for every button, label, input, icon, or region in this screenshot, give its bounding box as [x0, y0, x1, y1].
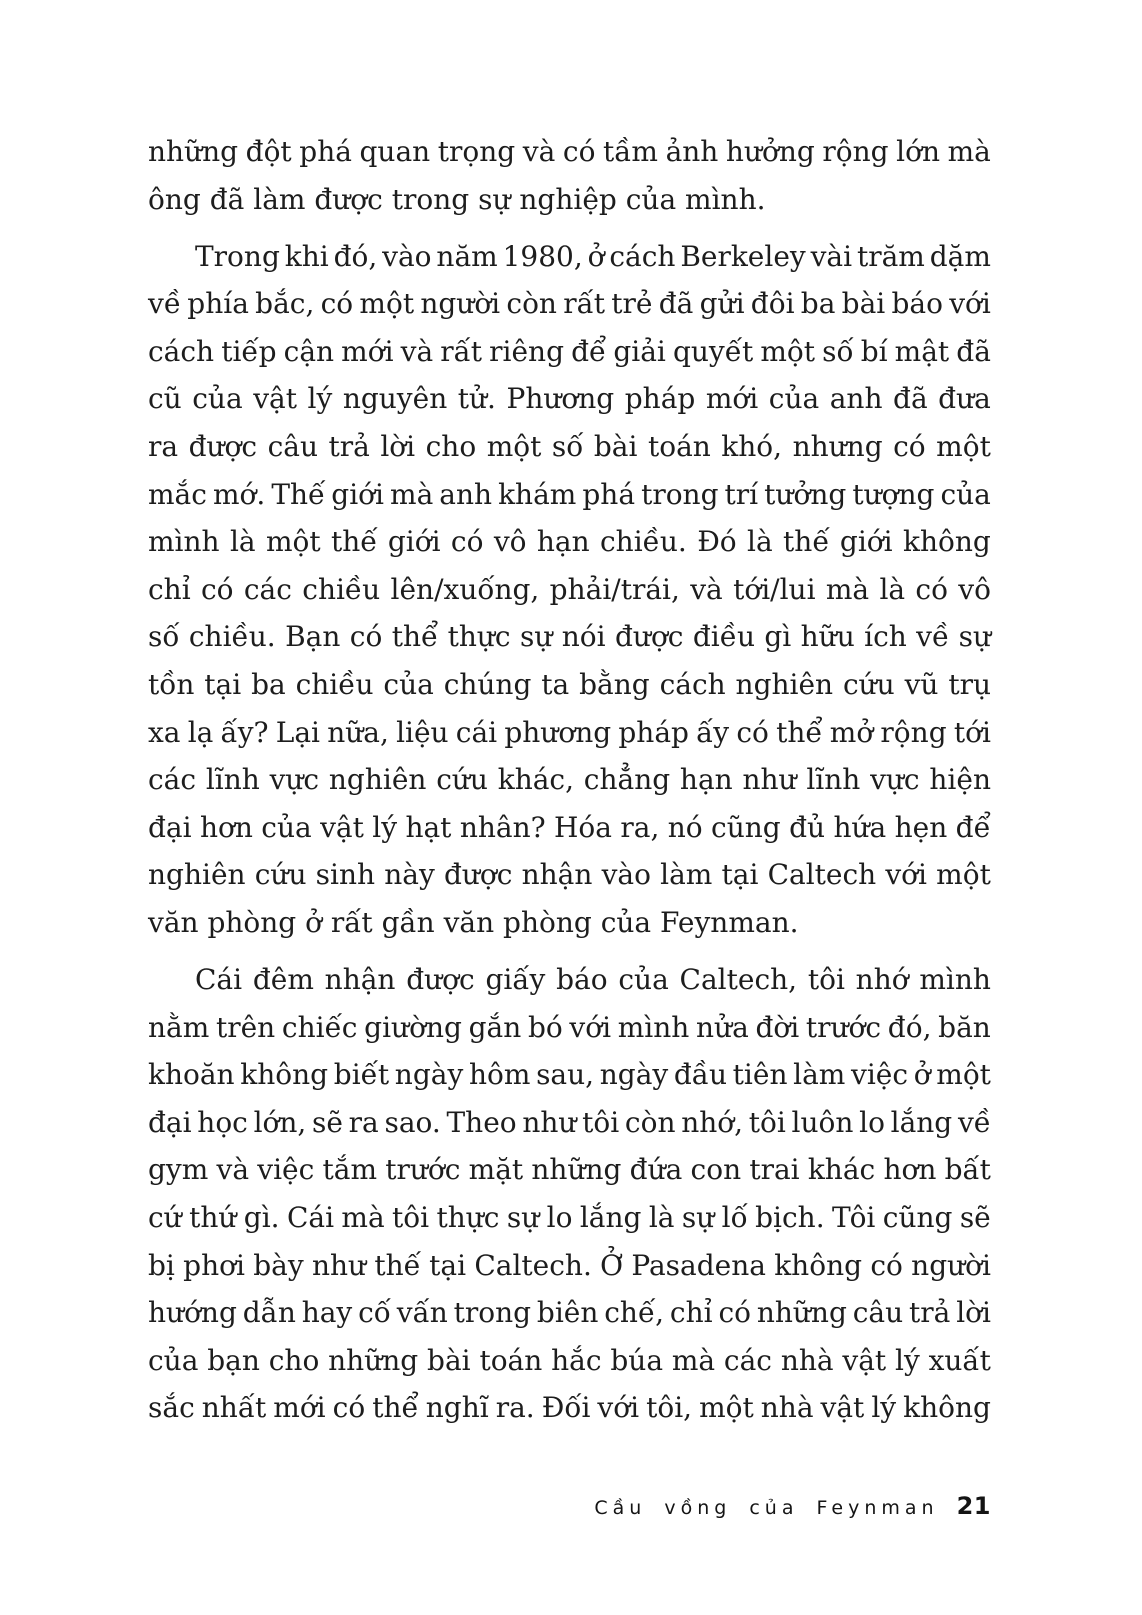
text-line: số chiều. Bạn có thể thực sự nói được điều gì hữu ích về sự	[148, 620, 991, 654]
body-text	[148, 128, 991, 1432]
paragraph-continuation	[148, 128, 991, 223]
text-line: Cái đêm nhận được giấy báo của Caltech, tôi nhớ mình	[195, 963, 991, 997]
page-footer	[148, 1492, 991, 1520]
text-line: cách tiếp cận mới và rất riêng để giải quyết một số bí mật đã	[148, 334, 991, 368]
text-line: chỉ có các chiều lên/xuống, phải/trái, và tới/lui mà là có vô	[148, 572, 991, 606]
text-line: ông đã làm được trong sự nghiệp của mình.	[148, 182, 766, 216]
text-line: mắc mớ. Thế giới mà anh khám phá trong trí tưởng tượng của	[148, 477, 991, 511]
text-line: các lĩnh vực nghiên cứu khác, chẳng hạn như lĩnh vực hiện	[148, 763, 991, 797]
text-line: bị phơi bày như thế tại Caltech. Ở Pasadena không có người	[148, 1248, 991, 1282]
paragraph-caltech-night	[148, 956, 991, 1432]
text-line: khoăn không biết ngày hôm sau, ngày đầu tiên làm việc ở một	[148, 1058, 991, 1092]
text-line: đại học lớn, sẽ ra sao. Theo như tôi còn nhớ, tôi luôn lo lắng về	[148, 1105, 991, 1139]
text-line: cứ thứ gì. Cái mà tôi thực sự lo lắng là sự lố bịch. Tôi cũng sẽ	[148, 1201, 991, 1235]
text-line: tồn tại ba chiều của chúng ta bằng cách nghiên cứu vũ trụ	[148, 668, 991, 702]
text-line: xa lạ ấy? Lại nữa, liệu cái phương pháp ấy có thể mở rộng tới	[148, 715, 991, 749]
page-number: 21	[956, 1492, 991, 1520]
text-line: hướng dẫn hay cố vấn trong biên chế, chỉ có những câu trả lời	[148, 1296, 991, 1330]
text-line: sắc nhất mới có thể nghĩ ra. Đối với tôi, một nhà vật lý không	[148, 1391, 991, 1425]
paragraph-berkeley	[148, 233, 991, 947]
text-line: Trong khi đó, vào năm 1980, ở cách Berkeley vài trăm dặm	[195, 239, 991, 273]
text-line: đại hơn của vật lý hạt nhân? Hóa ra, nó cũng đủ hứa hẹn để	[148, 810, 991, 844]
text-line: nằm trên chiếc giường gắn bó với mình nửa đời trước đó, băn	[148, 1010, 991, 1044]
text-line: cũ của vật lý nguyên tử. Phương pháp mới của anh đã đưa	[148, 382, 991, 416]
running-title: Cầu vồng của Feynman	[594, 1497, 939, 1519]
text-line: mình là một thế giới có vô hạn chiều. Đó là thế giới không	[148, 525, 991, 559]
text-line: văn phòng ở rất gần văn phòng của Feynman.	[148, 906, 799, 939]
text-line: gym và việc tắm trước mặt những đứa con trai khác hơn bất	[148, 1153, 991, 1187]
text-line: của bạn cho những bài toán hắc búa mà các nhà vật lý xuất	[148, 1343, 991, 1377]
text-line: ra được câu trả lời cho một số bài toán khó, nhưng có một	[148, 430, 991, 464]
text-line: về phía bắc, có một người còn rất trẻ đã gửi đôi ba bài báo với	[148, 287, 991, 321]
text-line: những đột phá quan trọng và có tầm ảnh hưởng rộng lớn mà	[148, 135, 991, 168]
text-line: nghiên cứu sinh này được nhận vào làm tại Caltech với một	[148, 858, 991, 892]
